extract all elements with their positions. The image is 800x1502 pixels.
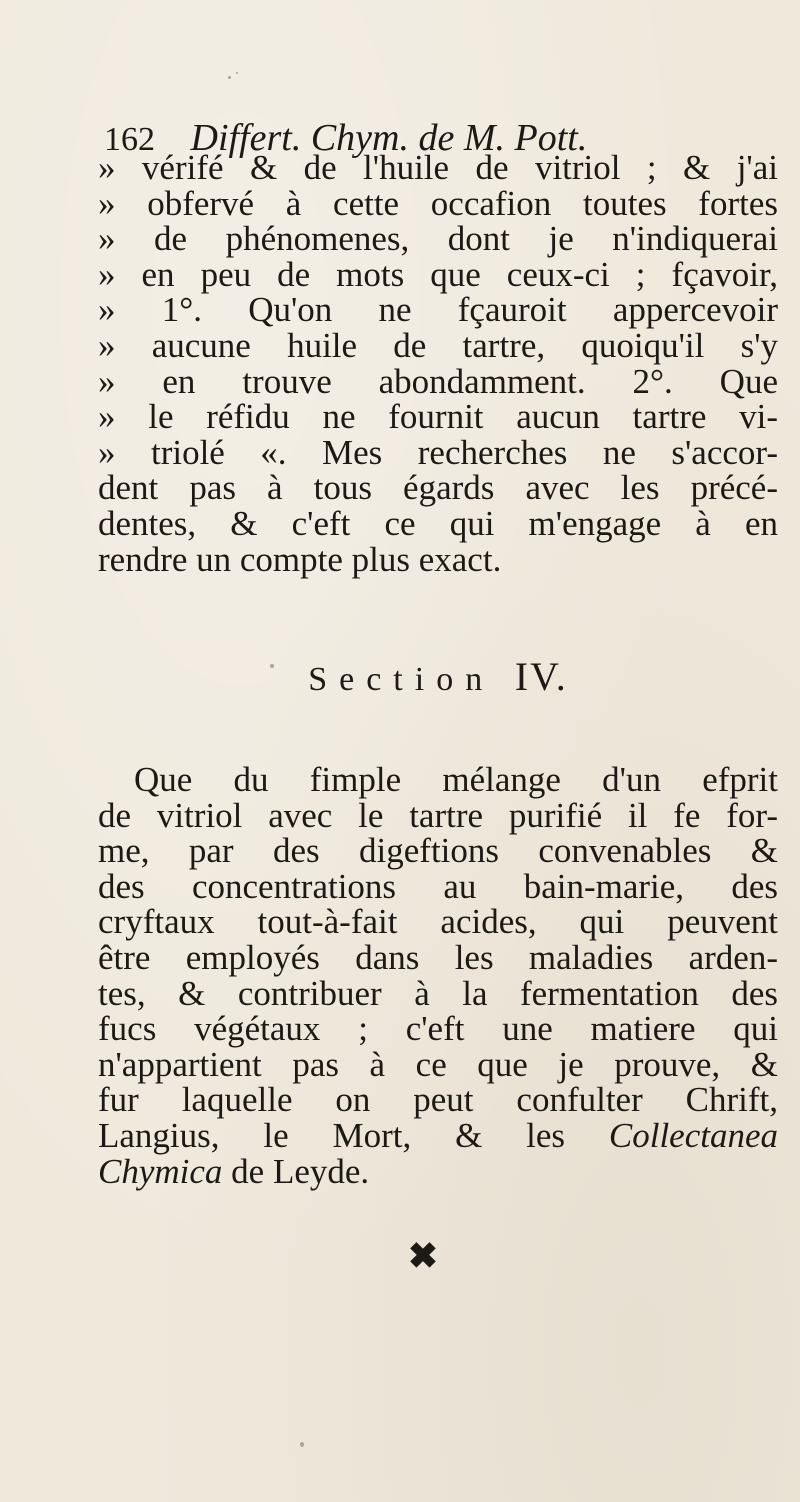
paper-speck: [236, 72, 238, 74]
text-line: [98, 1115, 779, 1155]
text-line: dentes, & c'eft ce qui m'engage à en: [98, 503, 778, 543]
italic-title: Collectanea: [608, 1115, 779, 1155]
text-line: rendre un compte plus exact.: [98, 539, 502, 579]
text-line: Que du fimple mélange d'un efprit: [134, 760, 778, 799]
paragraph-1: [98, 150, 778, 577]
section-heading: [98, 655, 778, 702]
text-line: » de phénomenes, dont je n'indiquerai: [98, 219, 778, 259]
text-line: n'appartient pas à ce que je prouve, &: [98, 1044, 778, 1084]
ornament-cross: ✖: [407, 1236, 439, 1276]
text-line: » vérifé & de l'huile de vitriol ; & j'ai: [98, 148, 778, 187]
text-line: » aucune huile de tartre, quoiqu'il s'y: [98, 325, 778, 365]
text-segment: Langius, le Mort, & les: [98, 1115, 566, 1155]
text-segment: de Leyde.: [231, 1151, 370, 1191]
paper-speck: [300, 1442, 304, 1447]
text-line: » obfervé à cette occafion toutes fortes: [98, 183, 778, 223]
italic-title: Chymica: [98, 1151, 223, 1191]
text-line: tes, & contribuer à la fermentation des: [98, 973, 778, 1013]
text-line: des concentrations au bain-marie, des: [98, 866, 778, 906]
running-head: Differt. Chym. de M. Pott.: [190, 117, 588, 159]
paper-speck: [228, 76, 231, 79]
paper-speck: [270, 664, 274, 668]
text-line: me, par des digeftions convenables &: [98, 831, 778, 871]
text-line: être employés dans les maladies arden-: [98, 937, 778, 977]
page-number: 162: [104, 121, 155, 158]
text-line: cryftaux tout-à-fait acides, qui peuvent: [98, 902, 778, 942]
text-line: fur laquelle on peut confulter Chrift,: [98, 1080, 778, 1120]
section-number: IV.: [514, 654, 568, 699]
section-label: Section: [308, 661, 495, 698]
text-line: de vitriol avec le tartre purifié il fe for-: [98, 795, 778, 835]
text-line: » en peu de mots que ceux-ci ; fçavoir,: [98, 254, 778, 294]
text-line: » 1°. Qu'on ne fçauroit appercevoir: [98, 290, 778, 330]
text-line: [98, 1151, 778, 1191]
text-line: » le réfidu ne fournit aucun tartre vi-: [98, 397, 778, 437]
text-line: » triolé «. Mes recherches ne s'accor-: [98, 432, 778, 472]
paragraph-2: [98, 762, 778, 1189]
text-line: fucs végétaux ; c'eft une matiere qui: [98, 1009, 778, 1049]
text-line: dent pas à tous égards avec les précé-: [98, 468, 778, 508]
text-line: » en trouve abondamment. 2°. Que: [98, 361, 778, 401]
